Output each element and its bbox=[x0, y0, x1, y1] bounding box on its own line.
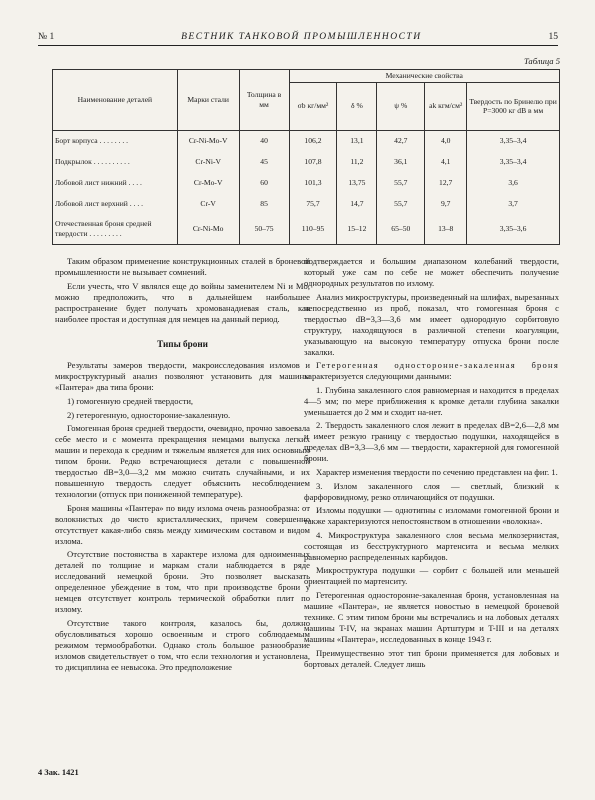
paragraph: Гомогенная броня средней твердости, очевидно, прочно завоевала себе место и с момента прекращения немцами выпуска легких машин и перехода к средним и тяжелым является для них основным типом брони. Редко встречающиеся детали с повышенной твердостью dB=3,0—3,2 мм можно считать случайными, и их повышенную твердость следует объяснить несоблюдением технологии (отпуск при пониженной температуре). bbox=[55, 423, 310, 500]
paragraph: 2. Твердость закаленного слоя лежит в пределах dB=2,6—2,8 мм и имеет резкую границу с твердостью подушки, находящейся в пределах dB=3,3—3,6 мм — твердости, характерной для гомогенной брони. bbox=[304, 420, 559, 464]
header-hardness: Твердость по Бринелю при P=3000 кг dB в мм bbox=[467, 82, 560, 130]
journal-title: ВЕСТНИК ТАНКОВОЙ ПРОМЫШЛЕННОСТИ bbox=[181, 31, 422, 42]
header-thickness: Толщина в мм bbox=[239, 70, 289, 131]
table-row: Отечественная броня средней твердости . . . . . . . . . Cr-Ni-Mo 50–75 110–95 15–12 65–50 13–8 3,35–3,6 bbox=[53, 214, 560, 244]
paragraph: Преимущественно этот тип брони применяется для лобовых и бортовых деталей. Следует лишь bbox=[304, 647, 559, 669]
running-header bbox=[38, 30, 558, 46]
header-psi: ψ % bbox=[377, 82, 425, 130]
paragraph: 3. Излом закаленного слоя — светлый, близкий к фарфоровидному, резко отличающийся от подушки. bbox=[304, 480, 559, 502]
left-column bbox=[55, 256, 310, 676]
paragraph: 4. Микроструктура закаленного слоя весьма мелкозернистая, состоящая из бесструктурного мартенсита и весьма мелких равномерно распределенных карбидов. bbox=[304, 529, 559, 562]
paragraph: 1. Глубина закаленного слоя равномерная и находится в пределах 4—5 мм; по мере приближения к кромке детали глубина закалки уменьшается до 2 мм и сходит на-нет. bbox=[304, 384, 559, 417]
paragraph: Гетерогенная односторонне-закаленная броня, установленная на машине «Пантера», не является новостью в немецкой броневой технике. С этим типом брони мы встречались и на лобовых деталях машины T-IV, на экранах машин Артштурм и T-III и на деталях машины «Пантера», исследованных в конце 1943 г. bbox=[304, 589, 559, 644]
paragraph: подтверждается и большим диапазоном колебаний твердости, который уже сам по себе не может обеспечить получение однородных результатов по излому. bbox=[304, 256, 559, 288]
paragraph: Характер изменения твердости по сечению представлен на фиг. 1. bbox=[316, 466, 558, 477]
table-row: Лобовой лист верхний . . . . Cr-V 85 75,7 14,7 55,7 9,7 3,7 bbox=[53, 193, 560, 214]
right-column bbox=[304, 256, 559, 672]
table-row: Подкрылок . . . . . . . . . . Cr-Ni-V 45 107,8 11,2 36,1 4,1 3,35–3,4 bbox=[53, 151, 560, 172]
header-name: Наименование деталей bbox=[53, 70, 178, 131]
header-sigma: σb кг/мм² bbox=[289, 82, 337, 130]
paragraph: Таким образом применение конструкционных сталей в броневой промышленности не вызывает сомнений. bbox=[55, 256, 310, 277]
paragraph: Микроструктура подушки — сорбит с большей или меньшей ориентацией по мартенситу. bbox=[304, 565, 559, 587]
issue-number: № 1 bbox=[38, 31, 55, 42]
header-ak: ak кгм/см² bbox=[425, 82, 467, 130]
header-mech-group: Механические свойства bbox=[289, 70, 559, 83]
header-grade: Марки стали bbox=[177, 70, 239, 131]
table-row: Лобовой лист нижний . . . . Cr-Mo-V 60 101,3 13,75 55,7 12,7 3,6 bbox=[53, 172, 560, 193]
section-heading: Типы брони bbox=[157, 338, 208, 349]
table-caption: Таблица 5 bbox=[523, 56, 560, 66]
paragraph: Отсутствие постоянства в характере излома для одноименных деталей по толщине и маркам стали наблюдается в ряде исследований немецкой брони. Это позволяет высказать определенное убеждение в том, что при производстве брони у немцев отсутствует контроль термической обработки плит по излому. bbox=[55, 549, 310, 615]
term-heterogeneous: Гетерогенная односторонне-закаленная броня bbox=[316, 360, 559, 371]
paragraph: Анализ микроструктуры, произведенный на шлифах, вырезанных непосредственно из проб, показал, что гомогенная броня с твердостью dB=3,3—3,6 мм имеет однородную сорбитовую структуру, находящуюся в различной степени коагуляции, указывающую на высокую температуру отпуска брони после закалки. bbox=[304, 291, 559, 357]
paragraph: Результаты замеров твердости, макроисследования изломов и микроструктурный анализ позволяют установить для машины «Пантера» два типа брони: bbox=[55, 360, 310, 393]
header-delta: δ % bbox=[337, 82, 377, 130]
page-number: 15 bbox=[548, 31, 558, 42]
table-row: Борт корпуса . . . . . . . . Cr-Ni-Mo-V 40 106,2 13,1 42,7 4,0 3,35–3,4 bbox=[53, 130, 560, 151]
list-item: 2) гетерогенную, одностороние-закаленную. bbox=[67, 409, 231, 420]
mechanical-properties-table bbox=[52, 69, 560, 245]
paragraph: Гетерогенная односторонне-закаленная броня характеризуется следующими данными: bbox=[304, 360, 559, 382]
paragraph: Отсутствие такого контроля, казалось бы, должно обусловливаться хорошо освоенным и строго соблюдаемым режимом термообработки. Однако столь большое разнообразие изломов свидетельствует о том, что если технология и установлена, то дисциплина ее невысока. Это предположение bbox=[55, 617, 310, 672]
paragraph: Изломы подушки — однотипны с изломами гомогенной брони и также характеризуются непостоянством в отношении «волокна». bbox=[304, 505, 559, 527]
paragraph: Броня машины «Пантера» по виду излома очень разнообразна: от волокнистых до чисто кристаллических, причем совершенно отсутствует какая-либо связь между химическим составом и видом излома. bbox=[55, 502, 310, 546]
paragraph: Если учесть, что V являлся еще до войны заменителем Ni и Mo, можно предположить, что в дальнейшем наибольшее распространение будет получать хромованадиевая сталь, как наиболее простая и доступная для немцев на данный период. bbox=[55, 280, 310, 324]
list-item: 1) гомогенную средней твердости, bbox=[67, 395, 194, 406]
print-order-footer: 4 Зак. 1421 bbox=[38, 768, 79, 777]
